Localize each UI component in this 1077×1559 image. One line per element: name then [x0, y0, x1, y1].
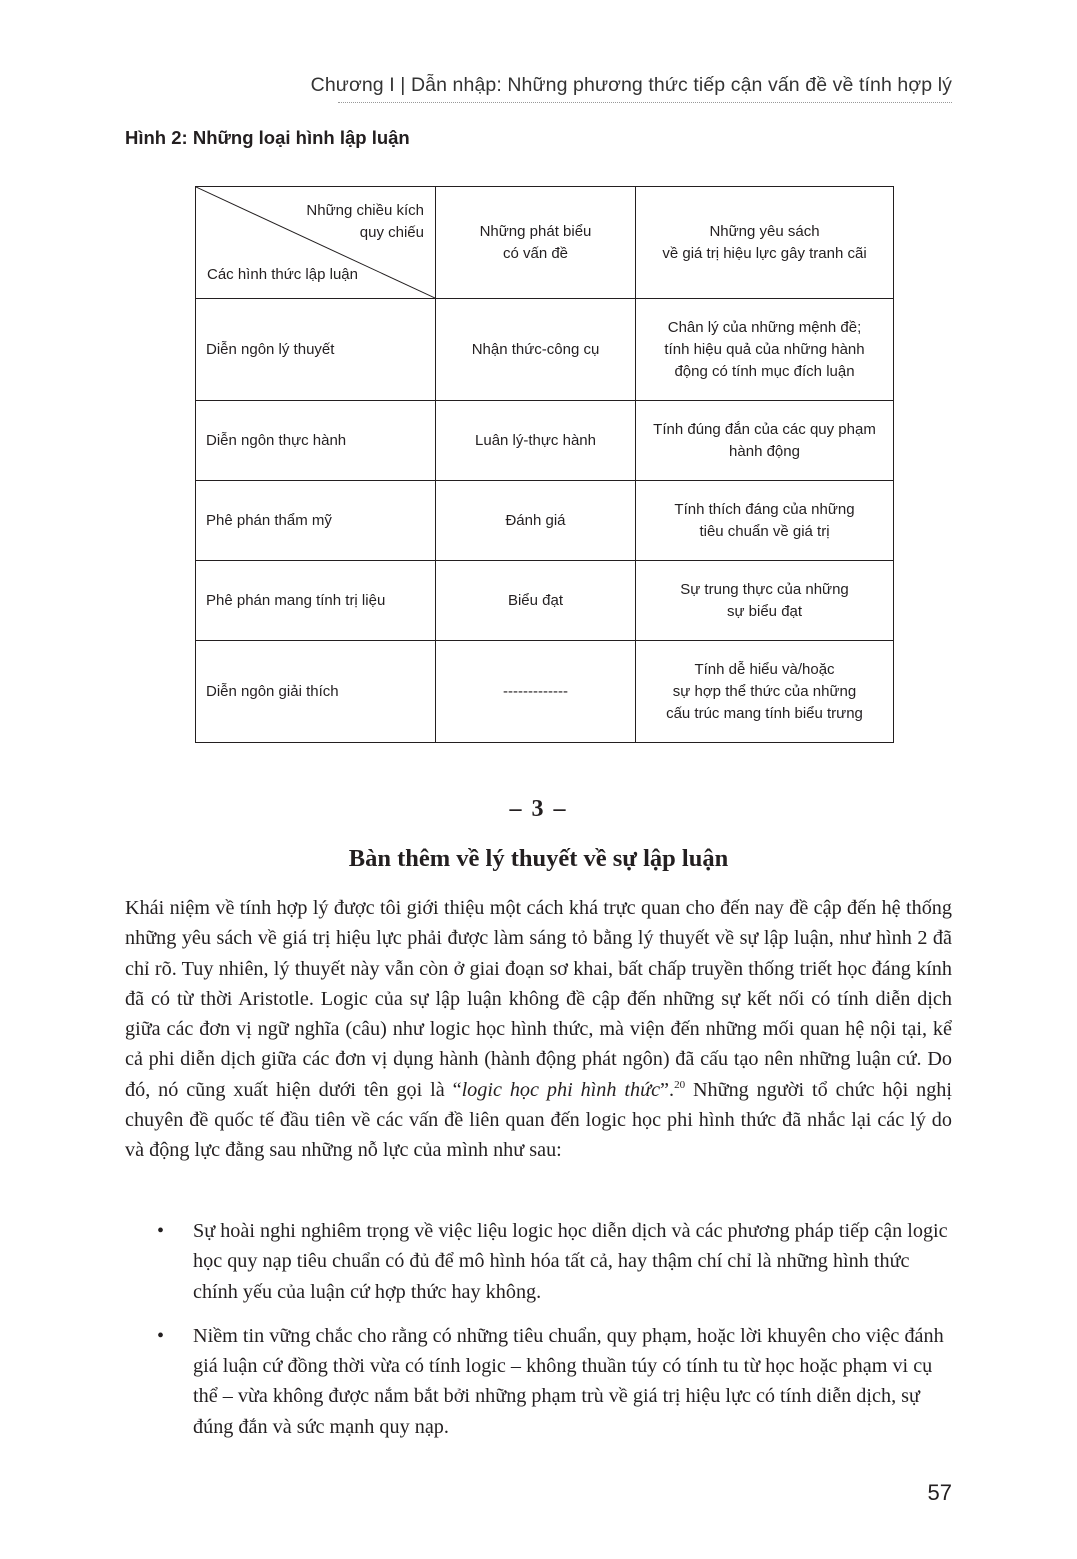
- body-paragraph: Khái niệm về tính hợp lý được tôi giới thiệu một cách khá trực quan cho đến nay đề cập đến hệ thống những yêu sách về giá trị hiệu lực phải được làm sáng tỏ bằng lý thuyết về sự lập luận, như hình 2 đã chỉ rõ. Tuy nhiên, lý thuyết này vẫn còn ở giai đoạn sơ khai, bất chấp truyền thống triết học đáng kính đã có từ thời Aristotle. Logic của sự lập luận không đề cập đến những sự kết nối có tính diễn dịch giữa các đơn vị ngữ nghĩa (câu) như logic học hình thức, mà viện đến những mối quan hệ nội tại, kể cả phi diễn dịch giữa các đơn vị dụng hành (hành động phát ngôn) đã cấu tạo nên những luận cứ. Do đó, nó cũng xuất hiện dưới tên gọi là “logic học phi hình thức”.$^{20}$ Những người tổ chức hội nghị chuyên đề quốc tế đầu tiên về các vấn đề liên quan đến logic học phi hình thức đã nhắc lại các lý do và động lực đằng sau những nỗ lực của mình như sau:: [125, 897, 953, 1162]
- table-row: [196, 401, 894, 481]
- bullet-icon: •: [157, 1220, 165, 1242]
- argument-forms-label: Các hình thức lập luận: [207, 266, 358, 283]
- claims-cell: Chân lý của những mệnh đề; tính hiệu quả của những hành động có tính mục đích luận: [636, 299, 894, 401]
- table-header-row: [196, 187, 894, 299]
- page-number: 57: [927, 1480, 952, 1505]
- argument-form-cell: Diễn ngôn thực hành: [196, 401, 436, 481]
- table-row: [196, 481, 894, 561]
- claims-cell: Tính đúng đắn của các quy phạm hành động: [636, 401, 894, 481]
- statement-cell: Biểu đạt: [436, 561, 636, 641]
- statement-cell: Luân lý-thực hành: [436, 401, 636, 481]
- figure-caption: Hình 2: Những loại hình lập luận: [125, 127, 410, 148]
- statement-cell: Đánh giá: [436, 481, 636, 561]
- argument-form-cell: Phê phán thẩm mỹ: [196, 481, 436, 561]
- footnote-marker: 20: [674, 1078, 686, 1091]
- running-header: Chương I | Dẫn nhập: Những phương thức tiếp cận vấn đề về tính hợp lý: [310, 74, 952, 96]
- list-item: • Niềm tin vững chắc cho rằng có những tiêu chuẩn, quy phạm, hoặc lời khuyên cho việc đánh giá luận cứ đồng thời vừa có tính logic – không thuần túy có tính tu từ học hoặc phạm vi cụ thể – vừa không được nắm bắt bởi những phạm trù về giá trị hiệu lực có tính diễn dịch, sự đúng đắn và sức mạnh quy nạp.: [125, 1321, 952, 1442]
- argument-form-cell: Diễn ngôn lý thuyết: [196, 299, 436, 401]
- diagonal-header-cell: [196, 187, 436, 299]
- header-problematic-statements: Những phát biểu có vấn đề: [436, 187, 636, 299]
- bullet-icon: •: [157, 1324, 165, 1347]
- bullet-list: [125, 1216, 952, 1456]
- argumentation-table: [195, 186, 894, 743]
- section-number: – 3 –: [509, 796, 568, 822]
- claims-cell: Tính dễ hiểu và/hoặc sự hợp thể thức của những cấu trúc mang tính biểu trưng: [636, 641, 894, 743]
- table-row: [196, 299, 894, 401]
- statement-cell: Nhận thức-công cụ: [436, 299, 636, 401]
- claims-cell: Tính thích đáng của những tiêu chuẩn về giá trị: [636, 481, 894, 561]
- statement-cell: -------------: [436, 641, 636, 743]
- claims-cell: Sự trung thực của những sự biểu đạt: [636, 561, 894, 641]
- argument-form-cell: Phê phán mang tính trị liệu: [196, 561, 436, 641]
- table-row: [196, 641, 894, 743]
- list-item: • Sự hoài nghi nghiêm trọng về việc liệu logic học diễn dịch và các phương pháp tiếp cận logic học quy nạp tiêu chuẩn có đủ để mô hình hóa tất cả, hay thậm chí chỉ là những hình thức chính yếu của luận cứ hợp thức hay không.: [125, 1216, 952, 1307]
- header-rule: [338, 102, 952, 103]
- table-row: [196, 561, 894, 641]
- header-validity-claims: Những yêu sách về giá trị hiệu lực gây tranh cãi: [636, 187, 894, 299]
- section-title: Bàn thêm về lý thuyết về sự lập luận: [348, 845, 729, 872]
- italic-term: logic học phi hình thức: [461, 1078, 661, 1101]
- argument-form-cell: Diễn ngôn giải thích: [196, 641, 436, 743]
- reference-dimensions-label: Những chiều kích quy chiếu: [306, 202, 424, 241]
